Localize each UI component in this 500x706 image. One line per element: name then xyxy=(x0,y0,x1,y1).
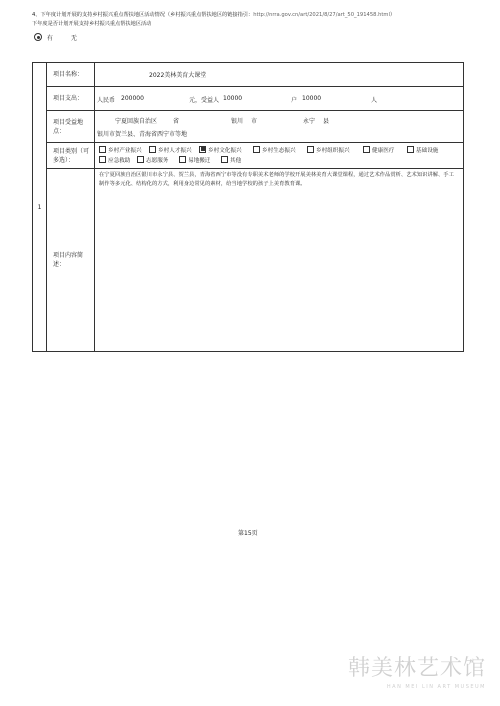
checkbox-icon[interactable] xyxy=(179,156,186,163)
expense-label: 项目支出： xyxy=(47,87,95,111)
watermark-text: HAN MEI LIN ART MUSEUM xyxy=(386,684,486,690)
row-index: 1 xyxy=(33,63,47,352)
county-value: 永宁 xyxy=(303,117,316,125)
location-detail: 银川市贺兰县、青海省西宁市等地 xyxy=(97,130,188,138)
checkbox-icon[interactable] xyxy=(99,146,106,153)
category-relocation[interactable]: 易地搬迁 xyxy=(179,156,210,164)
checkbox-icon[interactable] xyxy=(363,146,370,153)
location-cell xyxy=(95,111,464,143)
museum-watermark xyxy=(348,651,486,690)
category-volunteer[interactable]: 志愿服务 xyxy=(137,156,168,164)
category-health[interactable]: 健康医疗 xyxy=(363,146,394,154)
category-culture[interactable]: 乡村文化振兴 xyxy=(199,146,242,154)
location-label: 项目受益地点： xyxy=(47,111,95,143)
household-unit: 户 xyxy=(291,96,298,104)
household-count: 10000 xyxy=(302,94,322,102)
item4-close: ） xyxy=(389,12,396,18)
desc-label: 项目内容简述： xyxy=(47,169,95,352)
currency-prefix: 人民币 xyxy=(97,96,116,104)
project-table xyxy=(32,62,464,352)
option-no-label: 无 xyxy=(70,35,77,42)
province-value: 宁夏回族自治区 xyxy=(115,117,158,125)
description-text: 在宁夏回族自治区银川市永宁县、贺兰县，青海省西宁市等没有专职美术老师的学校开展美林美育大课堂课程，通过艺术作品赏析、艺术知识讲解、手工制作等多元化、结构化的方式，利用身边常见的素材，给当地学校的孩子上美育教育课。 xyxy=(95,169,464,352)
category-infrastructure[interactable]: 基础设施 xyxy=(407,146,438,154)
category-emergency[interactable]: 应急救助 xyxy=(99,156,130,164)
checkbox-checked-icon[interactable] xyxy=(199,146,206,153)
option-yes-label: 有 xyxy=(46,35,53,42)
item4-text: 4、下年度计划开展的支持乡村振兴重点帮扶地区活动情况（乡村振兴重点帮扶地区的链接指引： xyxy=(32,12,254,18)
checkbox-icon[interactable] xyxy=(149,146,156,153)
checkbox-icon[interactable] xyxy=(407,146,414,153)
beneficiary-count: 10000 xyxy=(223,94,243,102)
category-ecology[interactable]: 乡村生态振兴 xyxy=(253,146,296,154)
province-unit: 省 xyxy=(173,117,180,125)
expense-amount: 200000 xyxy=(121,94,144,102)
watermark-logo: 韩美林艺术馆 xyxy=(347,656,486,681)
checkbox-icon[interactable] xyxy=(137,156,144,163)
checkbox-icon[interactable] xyxy=(253,146,260,153)
category-talent[interactable]: 乡村人才振兴 xyxy=(149,146,192,154)
city-value: 银川 xyxy=(231,117,244,125)
guide-link[interactable]: http://nrra.gov.cn/art/2021/8/27/art_50_191458.html xyxy=(253,12,390,18)
name-value: 2022美林美育大课堂 xyxy=(95,63,464,87)
category-label: 项目类别（可多选）： xyxy=(47,143,95,169)
checkbox-icon[interactable] xyxy=(221,156,228,163)
person-unit: 人 xyxy=(371,96,378,104)
page-number: 第15页 xyxy=(238,530,258,537)
plan-subtitle: 下年度是否计划开展支持乡村振兴重点帮扶地区活动 xyxy=(32,21,152,27)
expense-cell xyxy=(95,87,464,111)
checkbox-icon[interactable] xyxy=(99,156,106,163)
category-organization[interactable]: 乡村组织振兴 xyxy=(307,146,350,154)
city-unit: 市 xyxy=(251,117,258,125)
name-label: 项目名称： xyxy=(47,63,95,87)
category-cell xyxy=(95,143,464,169)
category-industry[interactable]: 乡村产业振兴 xyxy=(99,146,142,154)
beneficiary-text: 元，受益人 xyxy=(189,96,220,104)
county-unit: 县 xyxy=(323,117,330,125)
checkbox-icon[interactable] xyxy=(307,146,314,153)
plan-options xyxy=(34,33,77,43)
radio-yes-selected[interactable] xyxy=(34,33,42,41)
item4-heading xyxy=(32,12,395,19)
category-other[interactable]: 其他 xyxy=(221,156,241,164)
